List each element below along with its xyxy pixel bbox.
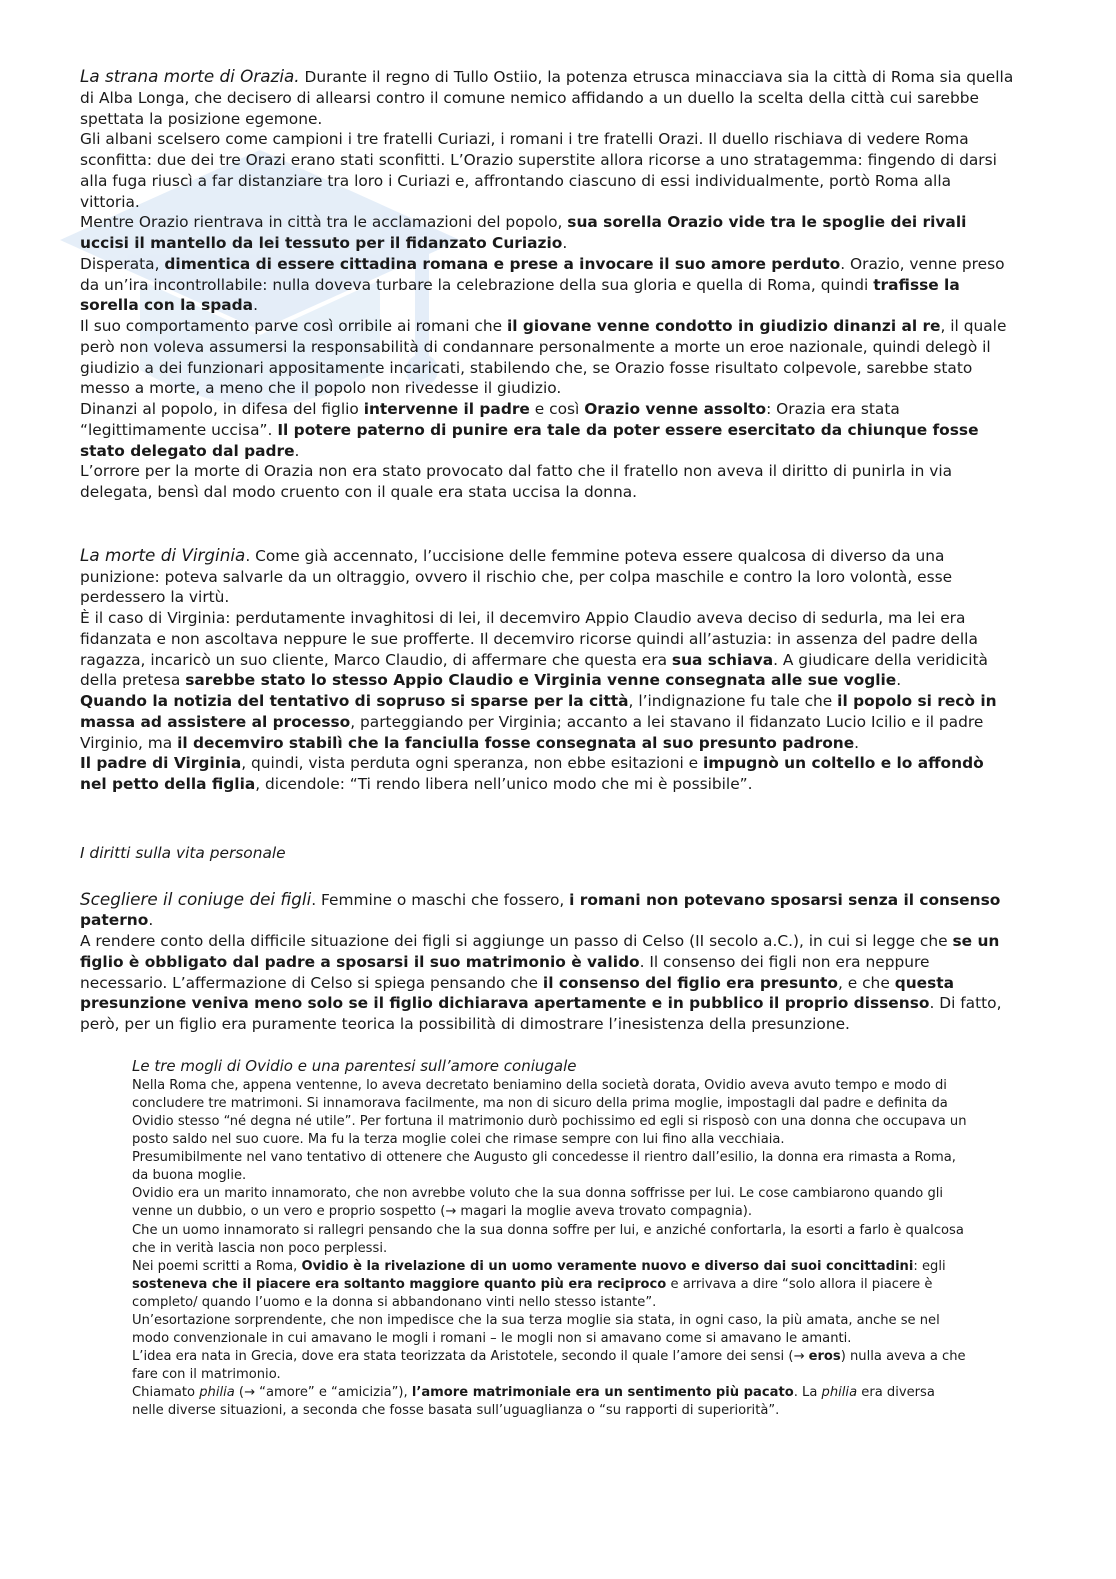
box-paragraph-2: Presumibilmente nel vano tentativo di ottenere che Augusto gli concedesse il rientro dall’esilio, la donna era rimasta a Roma, da buona moglie. bbox=[132, 1150, 956, 1184]
virginia-paragraph-2: È il caso di Virginia: perdutamente invaghitosi di lei, il decemviro Appio Claudio aveva deciso di sedurla, ma lei era fidanzata e non ascoltava neppure le sue profferte. Il decemviro ricorse quindi all’astuzia: in assenza del padre della ragazza, incaricò un suo cliente, Marco Claudio, di affermare che questa era sua schiava. A giudicare della veridicità della pretesa sarebbe stato lo stesso Appio Claudio e Virginia venne consegnata alle sue voglie. bbox=[80, 609, 988, 690]
orazia-paragraph-4: Disperata, dimentica di essere cittadina romana e prese a invocare il suo amore perduto. Orazio, venne preso da un’ira incontrollabile: nulla doveva turbare la celebrazione della sua gloria e quella di Roma, quindi trafisse la sorella con la spada. bbox=[80, 254, 1005, 315]
coniuge-title: Scegliere il coniuge dei figli bbox=[80, 888, 312, 909]
coniuge-paragraph-2: A rendere conto della difficile situazione dei figli si aggiunge un passo di Celso (II secolo a.C.), in cui si legge che se un figlio è obbligato dal padre a sposarsi il suo matrimonio è valido. Il consenso dei figli non era neppure necessario. L’affermazione di Celso si spiega pensando che il consenso del figlio era presunto, e che questa presunzione veniva meno solo se il figlio dichiarava apertamente e in pubblico il proprio dissenso. Di fatto, però, per un figlio era puramente teorica la possibilità di dimostrare l’inesistenza della presunzione. bbox=[80, 932, 1002, 1033]
virginia-title: La morte di Virginia bbox=[80, 544, 246, 565]
box-paragraph-8: Chiamato philia (→ “amore” e “amicizia”), l’amore matrimoniale era un sentimento più pacato. La philia era diversa nelle diverse situazioni, a seconda che fosse basata sull’uguaglianza o “su rapporti di superiorità”. bbox=[132, 1385, 935, 1419]
virginia-paragraph-4: Il padre di Virginia, quindi, vista perduta ogni speranza, non ebbe esitazioni e impugnò un coltello e lo affondò nel petto della figlia, dicendole: “Ti rendo libera nell’unico modo che mi è possibile”. bbox=[80, 754, 984, 793]
box-paragraph-7: L’idea era nata in Grecia, dove era stata teorizzata da Aristotele, secondo il quale l’amore dei sensi (→ eros) nulla aveva a che fare con il matrimonio. bbox=[132, 1349, 966, 1383]
box-paragraph-6: Un’esortazione sorprendente, che non impedisce che la sua terza moglie sia stata, in ogni caso, la più amata, anche se nel modo convenzionale in cui amavano le mogli i romani – le mogli non si amavano come si amavano le amanti. bbox=[132, 1312, 940, 1347]
section-heading: I diritti sulla vita personale bbox=[80, 843, 286, 862]
orazia-title: La strana morte di Orazia. bbox=[80, 66, 300, 86]
main-text bbox=[80, 66, 1015, 1035]
virginia-paragraph-1: La morte di Virginia. Come già accennato, l’uccisione delle femmine poteva essere qualcosa di diverso da una punizione: poteva salvarle da un oltraggio, ovvero il rischio che, per colpa maschile e contro la loro volontà, esse perdessero la virtù. bbox=[80, 544, 953, 607]
orazia-paragraph-3: Mentre Orazio rientrava in città tra le acclamazioni del popolo, sua sorella Orazio vide tra le spoglie dei rivali uccisi il mantello da lei tessuto per il fidanzato Curiazio. bbox=[80, 213, 967, 252]
document-page bbox=[80, 66, 1015, 1421]
box-paragraph-3: Ovidio era un marito innamorato, che non avrebbe voluto che la sua donna soffrisse per lui. Le cose cambiarono quando gli venne un dubbio, o un vero e proprio sospetto (→ magari la moglie aveva trovato compagnia). bbox=[132, 1186, 944, 1220]
orazia-paragraph-5: Il suo comportamento parve così orribile ai romani che il giovane venne condotto in giudizio dinanzi al re, il quale però non voleva assumersi la responsabilità di condannare personalmente a morte un eroe nazionale, quindi delegò il giudizio a dei funzionari appositamente incaricati, stabilendo che, se Orazio fosse risultato colpevole, sarebbe stato messo a morte, a meno che il popolo non rivedesse il giudizio. bbox=[80, 317, 1007, 398]
box-title: Le tre mogli di Ovidio e una parentesi sull’amore coniugale bbox=[132, 1056, 577, 1075]
box-paragraph-4: Che un uomo innamorato si rallegri pensando che la sua donna soffre per lui, e anziché confortarla, la esorti a farlo è qualcosa che in verità lascia non poco perplessi. bbox=[132, 1222, 964, 1256]
orazia-paragraph-2: Gli albani scelsero come campioni i tre fratelli Curiazi, i romani i tre fratelli Orazi. Il duello rischiava di vedere Roma sconfitta: due dei tre Orazi erano stati sconfitti. L’Orazio superstite allora ricorse a uno stratagemma: fingendo di darsi alla fuga riuscì a far distanziare tra loro i Curiazi e, affrontando ciascuno di essi individualmente, portò Roma alla vittoria. bbox=[80, 130, 997, 211]
ovidio-box bbox=[132, 1057, 967, 1421]
orazia-paragraph-7: L’orrore per la morte di Orazia non era stato provocato dal fatto che il fratello non aveva il diritto di punirla in via delegata, bensì dal modo cruento con il quale era stata uccisa la donna. bbox=[80, 462, 953, 501]
orazia-paragraph-6: Dinanzi al popolo, in difesa del figlio intervenne il padre e così Orazio venne assolto: Orazia era stata “legittimamente uccisa”. Il potere paterno di punire era tale da poter essere esercitato da chiunque fosse stato delegato dal padre. bbox=[80, 400, 979, 460]
virginia-paragraph-3: Quando la notizia del tentativo di sopruso si sparse per la città, l’indignazione fu tale che il popolo si recò in massa ad assistere al processo, parteggiando per Virginia; accanto a lei stavano il fidanzato Lucio Icilio e il padre Virginio, ma il decemviro stabilì che la fanciulla fosse consegnata al suo presunto padrone. bbox=[80, 692, 997, 752]
box-paragraph-5: Nei poemi scritti a Roma, Ovidio è la rivelazione di un uomo veramente nuovo e diverso dai suoi concittadini: egli sosteneva che il piacere era soltanto maggiore quanto più era reciproco e arrivava a dire “solo allora il piacere è completo/ quando l’uomo e la donna si abbandonano vinti nello stesso istante”. bbox=[132, 1258, 946, 1310]
orazia-paragraph-1: La strana morte di Orazia. Durante il regno di Tullo Ostiio, la potenza etrusca minacciava sia la città di Roma sia quella di Alba Longa, che decisero di allearsi contro il comune nemico affidando a un duello la scelta della città cui sarebbe spettata la posizione egemone. bbox=[80, 66, 1014, 128]
coniuge-paragraph-1: Scegliere il coniuge dei figli. Femmine o maschi che fossero, i romani non potevano sposarsi senza il consenso paterno. bbox=[80, 888, 1001, 930]
box-paragraph-1: Nella Roma che, appena ventenne, lo aveva decretato beniamino della società dorata, Ovidio aveva avuto tempo e modo di concludere tre matrimoni. Si innamorava facilmente, ma non di sicuro della prima moglie, impostagli dal padre e definita da Ovidio stesso “né degna né utile”. Per fortuna il matrimonio durò pochissimo ed egli si risposò con una donna che occupava un posto saldo nel suo cuore. Ma fu la terza moglie colei che rimase sempre con lui fino alla vecchiaia. bbox=[132, 1077, 967, 1148]
